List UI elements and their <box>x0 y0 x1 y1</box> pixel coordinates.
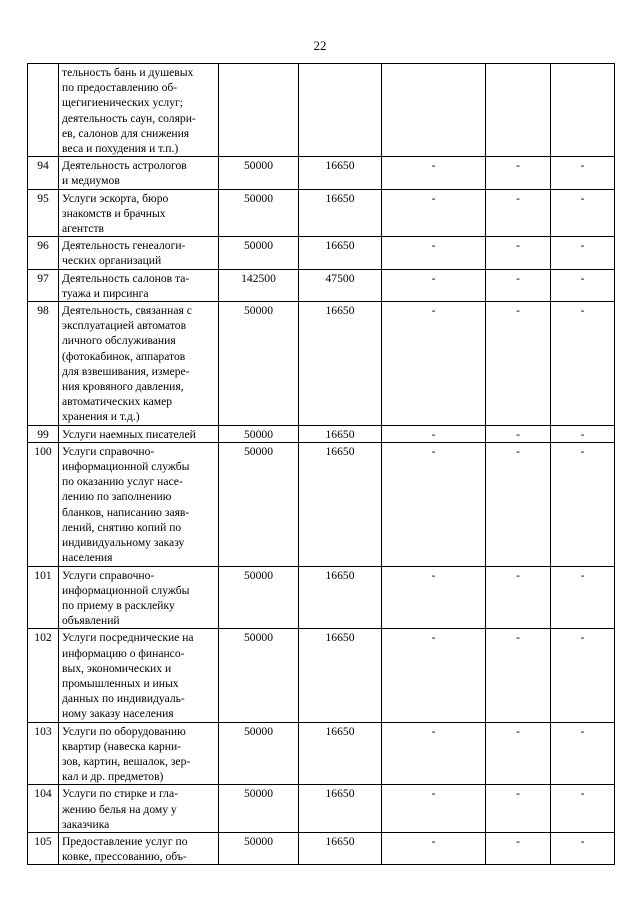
value-1 <box>219 64 299 157</box>
value-4: - <box>486 629 551 722</box>
value-4: - <box>486 785 551 833</box>
value-1: 142500 <box>219 269 299 301</box>
value-4: - <box>486 425 551 442</box>
value-3 <box>382 64 486 157</box>
value-4: - <box>486 302 551 426</box>
value-5: - <box>551 629 615 722</box>
row-number: 99 <box>28 425 59 442</box>
value-4: - <box>486 269 551 301</box>
value-2: 16650 <box>299 157 382 189</box>
value-5: - <box>551 189 615 237</box>
table-row <box>28 785 615 833</box>
table-row <box>28 189 615 237</box>
activity-description: Услуги эскорта, бюро знакомств и брачных агентств <box>59 189 219 237</box>
value-4 <box>486 64 551 157</box>
value-5: - <box>551 237 615 269</box>
value-1: 50000 <box>219 566 299 629</box>
value-5: - <box>551 442 615 566</box>
value-1: 50000 <box>219 785 299 833</box>
value-2 <box>299 64 382 157</box>
value-5: - <box>551 832 615 864</box>
row-number: 97 <box>28 269 59 301</box>
table-row <box>28 302 615 426</box>
row-number: 105 <box>28 832 59 864</box>
value-4: - <box>486 566 551 629</box>
table-row <box>28 269 615 301</box>
value-2: 16650 <box>299 785 382 833</box>
value-3: - <box>382 302 486 426</box>
activity-description: Деятельность генеалоги- ческих организаций <box>59 237 219 269</box>
value-5: - <box>551 722 615 785</box>
value-3: - <box>382 785 486 833</box>
value-5: - <box>551 566 615 629</box>
activity-description: Деятельность астрологов и медиумов <box>59 157 219 189</box>
row-number: 100 <box>28 442 59 566</box>
value-1: 50000 <box>219 832 299 864</box>
row-number: 101 <box>28 566 59 629</box>
value-5 <box>551 64 615 157</box>
value-3: - <box>382 629 486 722</box>
value-3: - <box>382 425 486 442</box>
value-4: - <box>486 722 551 785</box>
activity-description: Деятельность салонов та- туажа и пирсинга <box>59 269 219 301</box>
table-row <box>28 442 615 566</box>
value-2: 16650 <box>299 722 382 785</box>
value-2: 16650 <box>299 629 382 722</box>
value-4: - <box>486 442 551 566</box>
activity-description: Услуги по оборудованию квартир (навеска карни- зов, картин, вешалок, зер- кал и др. предметов) <box>59 722 219 785</box>
value-1: 50000 <box>219 425 299 442</box>
value-3: - <box>382 189 486 237</box>
page-number: 22 <box>313 38 327 53</box>
table-row <box>28 64 615 157</box>
row-number: 95 <box>28 189 59 237</box>
value-2: 16650 <box>299 832 382 864</box>
row-number: 103 <box>28 722 59 785</box>
value-3: - <box>382 566 486 629</box>
value-1: 50000 <box>219 157 299 189</box>
value-1: 50000 <box>219 302 299 426</box>
value-2: 16650 <box>299 425 382 442</box>
activity-description: Предоставление услуг по ковке, прессованию, объ- <box>59 832 219 864</box>
activity-description: Услуги справочно- информационной службы по приему в расклейку объявлений <box>59 566 219 629</box>
activity-description: Деятельность, связанная с эксплуатацией автоматов личного обслуживания (фотокабинок, аппаратов для взвешивания, измере- ния кровяного давления, автоматических камер хранения и т.д.) <box>59 302 219 426</box>
tariff-table <box>27 63 615 865</box>
value-4: - <box>486 157 551 189</box>
table-row <box>28 832 615 864</box>
row-number <box>28 64 59 157</box>
value-3: - <box>382 722 486 785</box>
table-row <box>28 722 615 785</box>
table-row <box>28 629 615 722</box>
value-5: - <box>551 302 615 426</box>
value-5: - <box>551 425 615 442</box>
table-row <box>28 566 615 629</box>
row-number: 94 <box>28 157 59 189</box>
value-5: - <box>551 157 615 189</box>
table-row <box>28 425 615 442</box>
value-1: 50000 <box>219 189 299 237</box>
activity-description: Услуги по стирке и гла- жению белья на дому у заказчика <box>59 785 219 833</box>
value-1: 50000 <box>219 442 299 566</box>
value-2: 16650 <box>299 442 382 566</box>
value-1: 50000 <box>219 629 299 722</box>
row-number: 98 <box>28 302 59 426</box>
activity-description: Услуги наемных писателей <box>59 425 219 442</box>
value-1: 50000 <box>219 722 299 785</box>
value-3: - <box>382 237 486 269</box>
activity-description: Услуги посреднические на информацию о финансо- вых, экономических и промышленных и иных данных по индивидуаль- ному заказу населения <box>59 629 219 722</box>
value-5: - <box>551 269 615 301</box>
row-number: 102 <box>28 629 59 722</box>
value-3: - <box>382 269 486 301</box>
activity-description: Услуги справочно- информационной службы по оказанию услуг насе- лению по заполнению бланков, написанию заяв- лений, снятию копий по индивидуальному заказу населения <box>59 442 219 566</box>
value-2: 16650 <box>299 237 382 269</box>
table-row <box>28 157 615 189</box>
value-2: 16650 <box>299 302 382 426</box>
value-3: - <box>382 157 486 189</box>
value-2: 16650 <box>299 566 382 629</box>
value-4: - <box>486 189 551 237</box>
value-5: - <box>551 785 615 833</box>
value-3: - <box>382 832 486 864</box>
row-number: 96 <box>28 237 59 269</box>
row-number: 104 <box>28 785 59 833</box>
value-2: 16650 <box>299 189 382 237</box>
activity-description: тельность бань и душевых по предоставлению об- щегигиенических услуг; деятельность саун, соляри- ев, салонов для снижения веса и похудения и т.п.) <box>59 64 219 157</box>
value-3: - <box>382 442 486 566</box>
value-4: - <box>486 237 551 269</box>
value-4: - <box>486 832 551 864</box>
value-1: 50000 <box>219 237 299 269</box>
value-2: 47500 <box>299 269 382 301</box>
table-row <box>28 237 615 269</box>
